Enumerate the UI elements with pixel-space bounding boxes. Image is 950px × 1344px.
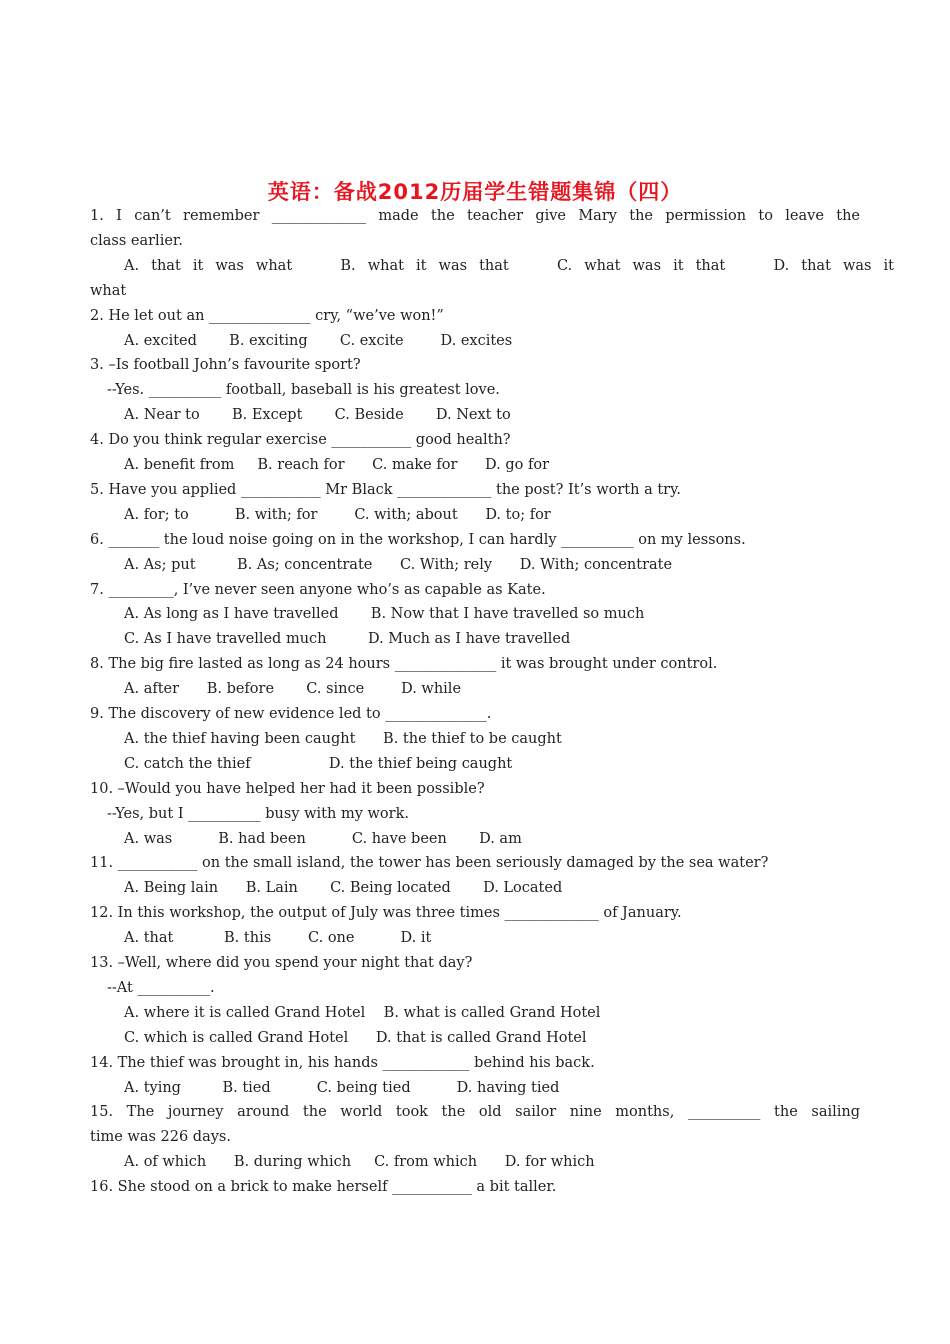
option-line: A. after B. before C. since D. while bbox=[124, 681, 462, 698]
continuation-line: what bbox=[90, 282, 127, 299]
option-line: A. for; to B. with; for C. with; about D. to; for bbox=[124, 506, 551, 523]
option-line: A. As; put B. As; concentrate C. With; rely D. With; concentrate bbox=[124, 556, 673, 573]
option-line: A. that B. this C. one D. it bbox=[124, 930, 432, 947]
option-line: A. As long as I have travelled B. Now that I have travelled so much bbox=[124, 606, 645, 623]
question-line: 15. The journey around the world took the old sailor nine months, __________ the sailing bbox=[90, 1104, 860, 1121]
question-line: 3. –Is football John’s favourite sport? bbox=[90, 357, 361, 374]
option-line: C. As I have travelled much D. Much as I have travelled bbox=[124, 631, 571, 648]
document-title: 英语：备战2012历届学生错题集锦（四） bbox=[267, 180, 683, 204]
option-line: A. was B. had been C. have been D. am bbox=[124, 830, 522, 847]
option-line: A. where it is called Grand Hotel B. what is called Grand Hotel bbox=[124, 1004, 601, 1021]
continuation-line: class earlier. bbox=[90, 232, 183, 249]
question-line: 7. _________, I’ve never seen anyone who’s as capable as Kate. bbox=[90, 581, 546, 598]
question-line: 6. _______ the loud noise going on in the workshop, I can hardly __________ on my lessons. bbox=[90, 531, 746, 548]
question-line: 11. ___________ on the small island, the tower has been seriously damaged by the sea water? bbox=[90, 855, 769, 872]
option-line: C. which is called Grand Hotel D. that is called Grand Hotel bbox=[124, 1029, 587, 1046]
question-line: 8. The big fire lasted as long as 24 hours ______________ it was brought under control. bbox=[90, 656, 718, 673]
continuation-line: time was 226 days. bbox=[90, 1129, 231, 1146]
option-line: A. Near to B. Except C. Beside D. Next to bbox=[124, 407, 511, 424]
dialogue-line: --Yes. __________ football, baseball is his greatest love. bbox=[107, 382, 500, 399]
option-line: A. tying B. tied C. being tied D. having tied bbox=[124, 1079, 560, 1096]
question-line: 1. I can’t remember _____________ made the teacher give Mary the permission to leave the bbox=[90, 208, 860, 224]
option-line: A. of which B. during which C. from which D. for which bbox=[124, 1154, 595, 1171]
option-line: C. catch the thief D. the thief being caught bbox=[124, 755, 513, 772]
question-line: 12. In this workshop, the output of July was three times _____________ of January. bbox=[90, 905, 682, 922]
question-line: 5. Have you applied ___________ Mr Black _____________ the post? It’s worth a try. bbox=[90, 481, 681, 498]
question-line: 16. She stood on a brick to make herself ___________ a bit taller. bbox=[90, 1179, 557, 1196]
question-line: 4. Do you think regular exercise ___________ good health? bbox=[90, 432, 511, 449]
question-line: 9. The discovery of new evidence led to ______________. bbox=[90, 706, 492, 722]
question-line: 2. He let out an ______________ cry, “we’ve won!” bbox=[90, 307, 444, 324]
option-line: A. that it was what B. what it was that C. what was it that D. that was it bbox=[124, 257, 894, 274]
option-line: A. excited B. exciting C. excite D. excites bbox=[124, 332, 513, 349]
question-line: 13. –Well, where did you spend your night that day? bbox=[90, 955, 473, 971]
option-line: A. Being lain B. Lain C. Being located D. Located bbox=[124, 880, 563, 897]
question-line: 10. –Would you have helped her had it been possible? bbox=[90, 780, 485, 797]
option-line: A. benefit from B. reach for C. make for D. go for bbox=[124, 457, 550, 473]
dialogue-line: --Yes, but I __________ busy with my work. bbox=[107, 805, 409, 822]
option-line: A. the thief having been caught B. the thief to be caught bbox=[124, 730, 562, 747]
dialogue-line: --At __________. bbox=[107, 979, 215, 996]
question-line: 14. The thief was brought in, his hands ____________ behind his back. bbox=[90, 1054, 595, 1071]
